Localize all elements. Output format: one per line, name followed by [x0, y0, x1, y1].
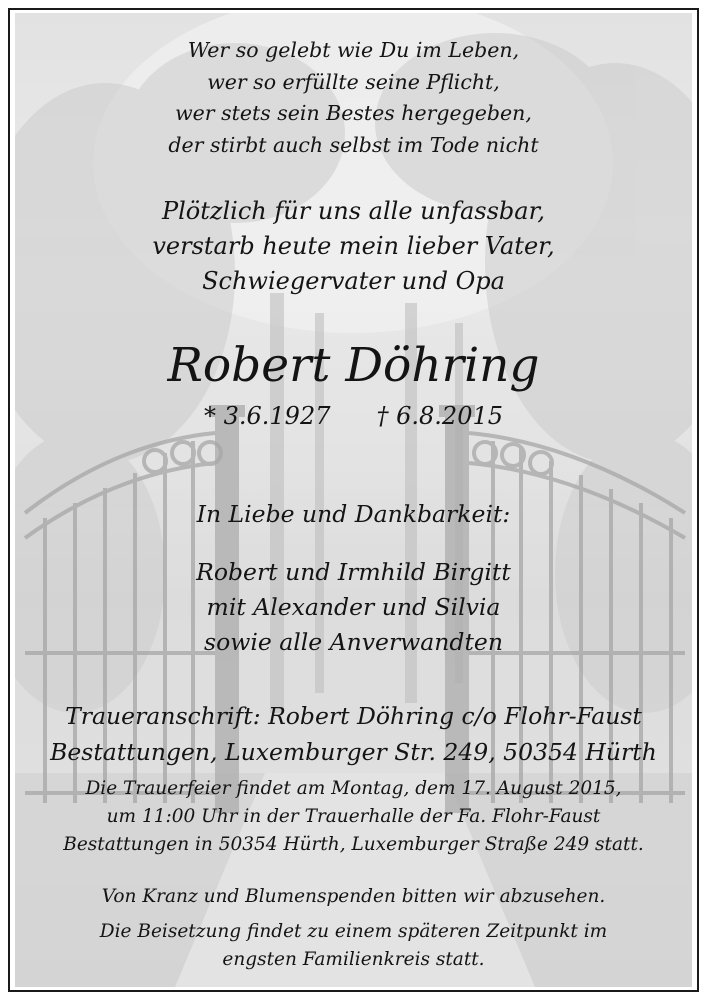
mourners-list — [15, 555, 692, 660]
life-dates — [15, 400, 692, 432]
burial-line: engsten Familienkreis statt. — [222, 949, 485, 970]
mourner-line: sowie alle Anverwandten — [204, 628, 503, 656]
birth-date: * 3.6.1927 — [203, 402, 331, 430]
death-date: † 6.8.2015 — [376, 402, 504, 430]
funeral-line: um 11:00 Uhr in der Trauerhalle der Fa. Flohr-Faust — [106, 806, 601, 827]
announcement-line: verstarb heute mein lieber Vater, — [152, 232, 555, 260]
obituary-text — [15, 13, 692, 987]
address-line: Traueranschrift: Robert Döhring c/o Flohr-Faust — [65, 702, 642, 730]
poem-line: wer so erfüllte seine Pflicht, — [207, 69, 500, 94]
gratitude-heading: In Liebe und Dankbarkeit: — [196, 500, 511, 528]
funeral-line: Die Trauerfeier findet am Montag, dem 17. August 2015, — [85, 778, 622, 799]
wreath-notice: Von Kranz und Blumenspenden bitten wir abzusehen. — [101, 886, 606, 907]
announcement-line: Schwiegervater und Opa — [202, 267, 505, 295]
funeral-line: Bestattungen in 50354 Hürth, Luxemburger Straße 249 statt. — [63, 834, 644, 855]
mourner-line: mit Alexander und Silvia — [206, 593, 501, 621]
poem-line: wer stets sein Bestes hergegeben, — [175, 101, 532, 125]
address-line: Bestattungen, Luxemburger Str. 249, 50354 Hürth — [50, 738, 657, 766]
mourning-address — [15, 698, 692, 770]
mourner-line: Robert und Irmhild Birgitt — [196, 558, 511, 586]
announcement-line: Plötzlich für uns alle unfassbar, — [161, 197, 546, 225]
memorial-poem — [15, 35, 692, 161]
burial-line: Die Beisetzung findet zu einem späteren Zeitpunkt im — [99, 921, 608, 942]
burial-notice — [15, 918, 692, 974]
poem-line: der stirbt auch selbst im Tode nicht — [168, 132, 539, 157]
funeral-notice — [15, 775, 692, 859]
death-announcement — [15, 194, 692, 299]
deceased-name: Robert Döhring — [167, 338, 540, 393]
poem-line: Wer so gelebt wie Du im Leben, — [187, 38, 520, 62]
